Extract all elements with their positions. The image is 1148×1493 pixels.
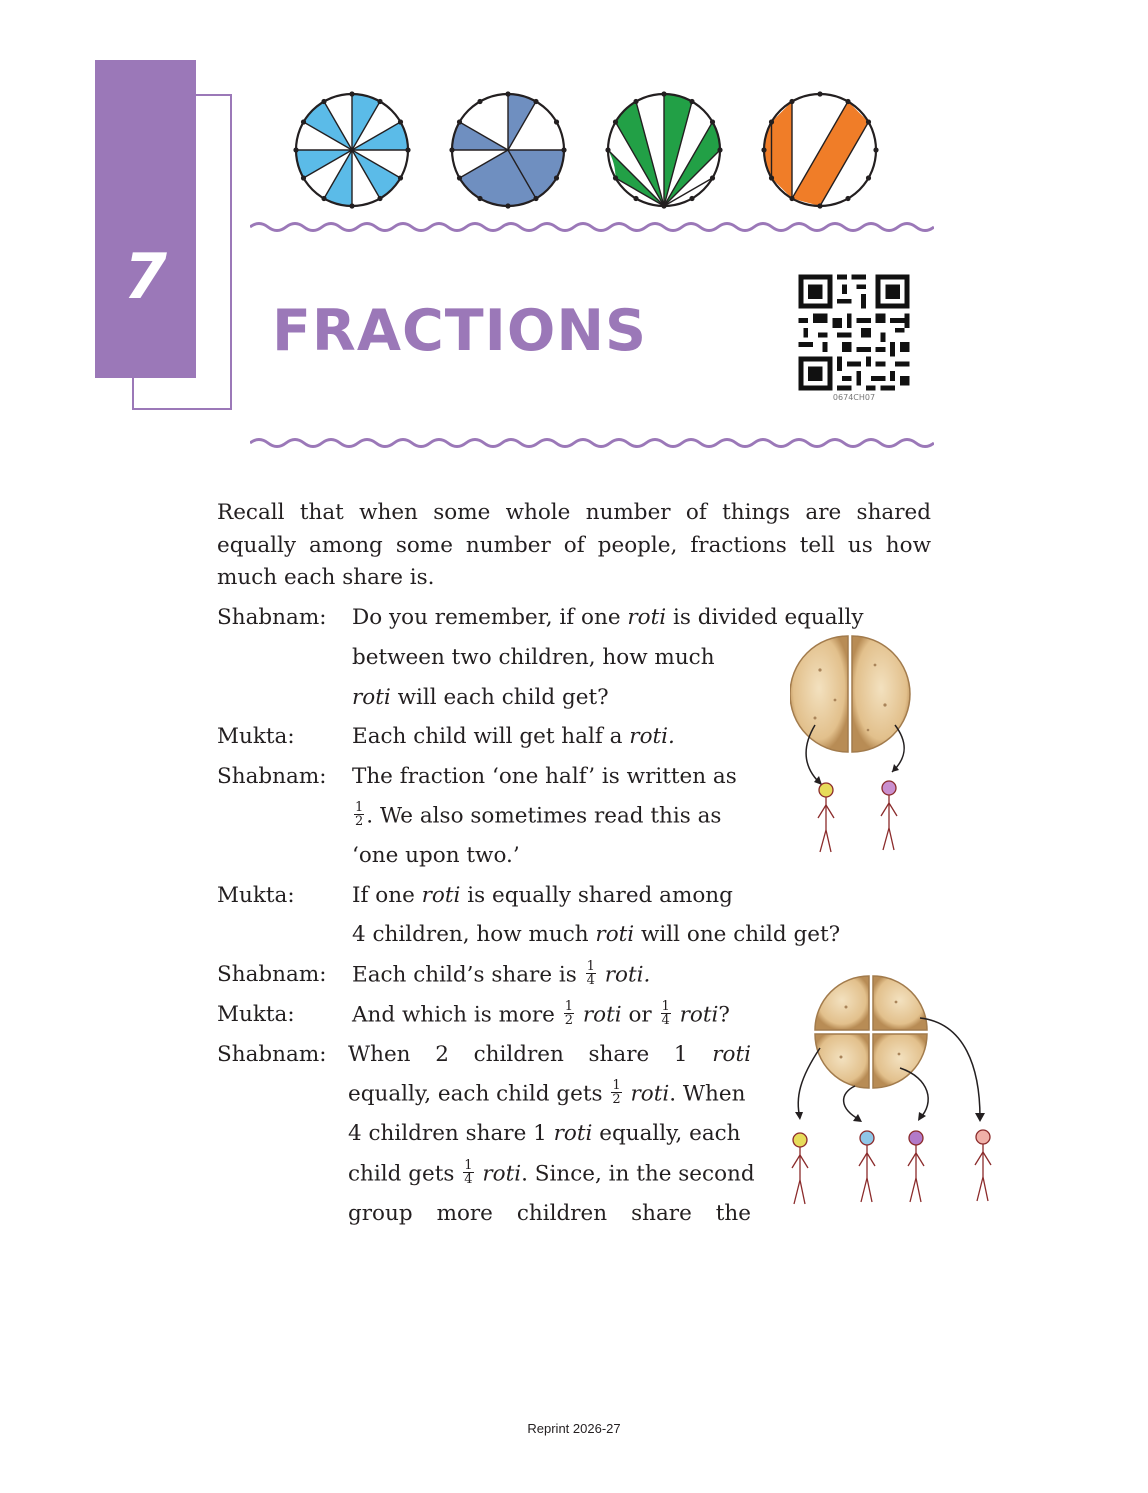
wavy-divider-top [250, 220, 934, 234]
fraction-one-half: $\frac{1}{2}$ [564, 999, 574, 1028]
speaker-mukta: Mukta: [217, 724, 295, 749]
circle-twelve-sectors [293, 91, 410, 208]
child-figure [908, 1131, 924, 1202]
dialogue-line: child gets $\frac{1}{4}$ roti. Since, in the second [348, 1158, 755, 1187]
dialogue-line: And which is more $\frac{1}{2}$ roti or $\frac{1}{4}$ roti? [352, 999, 730, 1028]
wavy-divider-bottom [250, 436, 934, 450]
dialogue-line: between two children, how much [352, 645, 715, 670]
dialogue-line: If one roti is equally shared among [352, 883, 733, 908]
dialogue-line: Each child will get half a roti. [352, 724, 675, 749]
intro-paragraph: Recall that when some whole number of things are shared equally among some number of people, fractions tell us how much each share is. [217, 500, 931, 590]
speaker-shabnam: Shabnam: [217, 764, 327, 789]
child-figure [818, 783, 834, 852]
roti-quarters-illustration [780, 968, 1010, 1213]
child-figure [792, 1133, 808, 1204]
dialogue-line: 4 children share 1 roti equally, each [348, 1121, 741, 1146]
dialogue-line: roti will each child get? [352, 685, 609, 710]
speaker-shabnam: Shabnam: [217, 962, 327, 987]
dialogue-line: When 2 children share 1 roti [348, 1042, 751, 1067]
speaker-mukta: Mukta: [217, 883, 295, 908]
speaker-shabnam: Shabnam: [217, 605, 327, 630]
fraction-one-quarter: $\frac{1}{4}$ [586, 959, 595, 988]
chapter-number: 7 [123, 240, 168, 313]
fraction-one-half: $\frac{1}{2}$ [355, 800, 364, 829]
dialogue-line: Do you remember, if one roti is divided equally [352, 605, 864, 630]
dialogue-line: The fraction ‘one half’ is written as [352, 764, 737, 789]
fraction-one-quarter: $\frac{1}{4}$ [661, 999, 670, 1028]
roti-halves-illustration [790, 630, 920, 860]
speaker-shabnam: Shabnam: [217, 1042, 327, 1067]
dialogue-line: equally, each child gets $\frac{1}{2}$ roti. When [348, 1078, 746, 1107]
speaker-mukta: Mukta: [217, 1002, 295, 1027]
dialogue-line: 4 children, how much roti will one child get? [352, 922, 841, 947]
dialogue-line: Each child’s share is $\frac{1}{4}$ roti. [352, 959, 651, 988]
qr-code-label: 0674CH07 [832, 393, 876, 402]
circle-green-fan [605, 91, 722, 208]
fraction-one-quarter: $\frac{1}{4}$ [464, 1158, 473, 1187]
child-figure [859, 1131, 875, 1202]
dialogue-line: $\frac{1}{2}$ . We also sometimes read this as [355, 800, 722, 829]
child-figure [881, 781, 897, 850]
page-footer: Reprint 2026-27 [527, 1421, 621, 1436]
child-figure [975, 1130, 991, 1201]
fraction-circles-illustration [290, 88, 890, 214]
circle-slate-sectors [449, 91, 566, 208]
chapter-tab [95, 60, 196, 378]
chapter-title: FRACTIONS [272, 298, 648, 364]
dialogue-line: ‘one upon two.’ [352, 843, 520, 868]
qr-code[interactable] [783, 265, 925, 405]
circle-orange-strips [761, 91, 878, 208]
fraction-one-half: $\frac{1}{2}$ [612, 1078, 621, 1107]
dialogue-line: group more children share the [348, 1201, 751, 1226]
